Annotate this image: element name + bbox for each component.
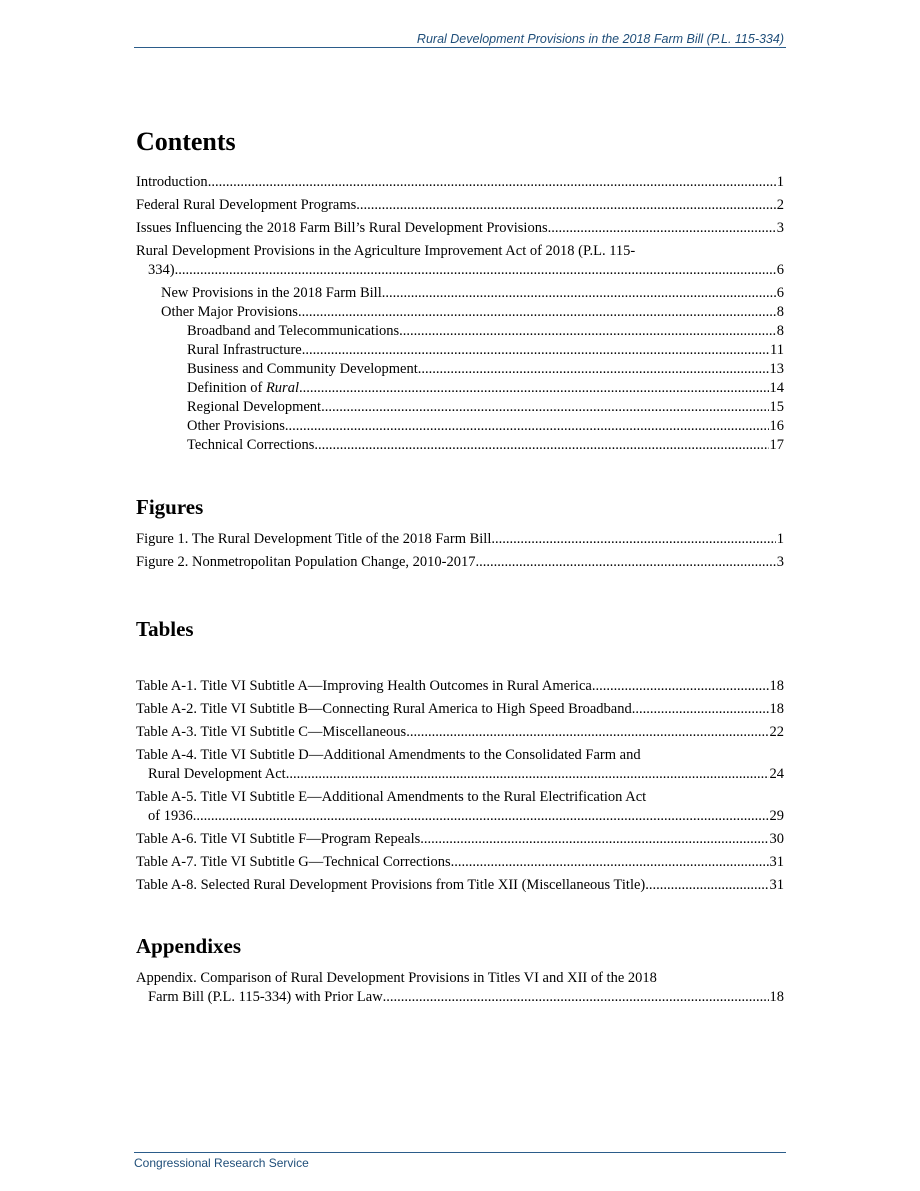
contents-heading: Contents: [136, 127, 236, 156]
toc-entry-title-prefix: Definition of: [187, 380, 266, 396]
toc-entry-title: Introduction: [136, 174, 208, 190]
toc-entry-definition-rural[interactable]: [136, 379, 784, 398]
footer-publisher: Congressional Research Service: [134, 1156, 309, 1170]
toc-page-number: 14: [769, 380, 784, 396]
toc-entry-title: Rural Infrastructure: [187, 342, 302, 358]
dot-leader: [476, 553, 776, 572]
toc-page-number: 24: [769, 766, 784, 782]
toc-page-number: 8: [776, 304, 784, 320]
running-title: Rural Development Provisions in the 2018 Farm Bill (P.L. 115-334): [416, 32, 784, 46]
toc-entry-title: Figure 2. Nonmetropolitan Population Change, 2010-2017: [136, 554, 476, 570]
dot-leader: [321, 398, 768, 417]
toc-entry-title: Federal Rural Development Programs: [136, 197, 357, 213]
toc-page-number: 6: [776, 285, 784, 301]
toc-entry-title: Table A-6. Title VI Subtitle F—Program Repeals: [136, 831, 421, 847]
tables-list: [136, 677, 784, 895]
dot-leader: [314, 436, 768, 455]
figure-entry[interactable]: [136, 530, 784, 549]
toc-page-number: 17: [769, 437, 784, 453]
toc-page-number: 3: [776, 554, 784, 570]
toc-page-number: 3: [776, 220, 784, 236]
dot-leader: [382, 284, 776, 303]
dot-leader: [302, 341, 769, 360]
toc-entry-broadband[interactable]: [136, 322, 784, 341]
dot-leader: [383, 988, 769, 1007]
toc-entry-federal-programs[interactable]: [136, 196, 784, 215]
dot-leader: [418, 360, 769, 379]
table-of-contents: [136, 124, 784, 1007]
toc-page-number: 13: [769, 361, 784, 377]
toc-entry-provisions-act[interactable]: [136, 242, 784, 280]
dot-leader: [299, 379, 769, 398]
toc-entry-title: Table A-7. Title VI Subtitle G—Technical Corrections: [136, 854, 451, 870]
toc-page-number: 18: [769, 678, 784, 694]
appendixes-list: [136, 969, 784, 1007]
toc-entry-other-major[interactable]: [136, 303, 784, 322]
toc-entry-regional[interactable]: [136, 398, 784, 417]
toc-entry-title-line2: of 1936: [148, 808, 193, 824]
toc-entry-introduction[interactable]: [136, 173, 784, 192]
dot-leader: [356, 196, 775, 215]
dot-leader: [285, 417, 769, 436]
table-entry[interactable]: [136, 788, 784, 826]
toc-entry-title: Table A-3. Title VI Subtitle C—Miscellaneous: [136, 724, 407, 740]
dot-leader: [175, 261, 776, 280]
toc-entry-title: New Provisions in the 2018 Farm Bill: [161, 285, 382, 301]
dot-leader: [399, 322, 776, 341]
toc-entry-infrastructure[interactable]: [136, 341, 784, 360]
toc-page-number: 30: [769, 831, 784, 847]
toc-page-number: 8: [776, 323, 784, 339]
table-entry[interactable]: [136, 853, 784, 872]
appendix-entry[interactable]: [136, 969, 784, 1007]
figures-heading: Figures: [136, 495, 204, 519]
toc-page-number: 31: [769, 877, 784, 893]
figure-entry[interactable]: [136, 553, 784, 572]
toc-entry-title: Table A-1. Title VI Subtitle A—Improving Health Outcomes in Rural America: [136, 678, 592, 694]
dot-leader: [420, 830, 768, 849]
toc-entry-title: [187, 379, 299, 398]
toc-page-number: 11: [770, 342, 784, 358]
toc-entry-title: Table A-8. Selected Rural Development Provisions from Title XII (Miscellaneous Title): [136, 877, 646, 893]
toc-entry-title-line1: Table A-5. Title VI Subtitle E—Additional Amendments to the Rural Electrification Act: [136, 789, 647, 805]
toc-entry-technical[interactable]: [136, 436, 784, 455]
toc-page-number: 29: [769, 808, 784, 824]
dot-leader: [298, 303, 776, 322]
toc-entry-new-provisions[interactable]: [136, 284, 784, 303]
toc-entry-title: Figure 1. The Rural Development Title of the 2018 Farm Bill: [136, 531, 492, 547]
toc-page-number: 18: [769, 989, 784, 1005]
dot-leader: [548, 219, 776, 238]
toc-entry-title-line2: Rural Development Act: [148, 766, 286, 782]
dot-leader: [645, 876, 768, 895]
toc-entry-title: Other Provisions: [187, 418, 285, 434]
dot-leader: [632, 700, 769, 719]
dot-leader: [208, 173, 776, 192]
toc-page-number: 15: [769, 399, 784, 415]
toc-page-number: 2: [776, 197, 784, 213]
toc-page-number: 22: [769, 724, 784, 740]
toc-entry-title: Regional Development: [187, 399, 322, 415]
toc-entry-title: Table A-2. Title VI Subtitle B—Connecting Rural America to High Speed Broadband: [136, 701, 632, 717]
dot-leader: [491, 530, 775, 549]
toc-entry-issues[interactable]: [136, 219, 784, 238]
toc-entry-title: Broadband and Telecommunications: [187, 323, 400, 339]
contents-list: [136, 173, 784, 455]
dot-leader: [193, 807, 769, 826]
toc-page-number: 31: [769, 854, 784, 870]
toc-page-number: 6: [776, 262, 784, 278]
toc-entry-title-line2: 334): [148, 262, 175, 278]
toc-entry-title-line2: Farm Bill (P.L. 115-334) with Prior Law: [148, 989, 383, 1005]
toc-entry-business[interactable]: [136, 360, 784, 379]
table-entry[interactable]: [136, 700, 784, 719]
toc-entry-title-line1: Table A-4. Title VI Subtitle D—Additional Amendments to the Consolidated Farm and: [136, 747, 641, 763]
toc-entry-title: Other Major Provisions: [161, 304, 298, 320]
dot-leader: [451, 853, 769, 872]
toc-entry-title-line1: Rural Development Provisions in the Agriculture Improvement Act of 2018 (P.L. 115-: [136, 243, 636, 259]
toc-entry-title-line1: Appendix. Comparison of Rural Development Provisions in Titles VI and XII of the 2018: [136, 970, 657, 986]
dot-leader: [592, 677, 769, 696]
tables-heading: Tables: [136, 617, 194, 641]
toc-entry-title: Business and Community Development: [187, 361, 418, 377]
dot-leader: [286, 765, 769, 784]
toc-entry-title: Issues Influencing the 2018 Farm Bill’s Rural Development Provisions: [136, 220, 548, 236]
toc-page-number: 1: [776, 174, 784, 190]
page-footer: [134, 1152, 786, 1170]
dot-leader: [406, 723, 768, 742]
page-header: [134, 31, 786, 48]
toc-entry-other-provisions[interactable]: [136, 417, 784, 436]
table-entry[interactable]: [136, 876, 784, 895]
appendixes-heading: Appendixes: [136, 934, 242, 958]
toc-entry-title-italic: Rural: [265, 380, 299, 396]
table-entry[interactable]: [136, 746, 784, 784]
figures-list: [136, 530, 784, 572]
toc-entry-title: Technical Corrections: [187, 437, 315, 453]
table-entry[interactable]: [136, 677, 784, 696]
table-entry[interactable]: [136, 830, 784, 849]
table-entry[interactable]: [136, 723, 784, 742]
toc-page-number: 1: [776, 531, 784, 547]
toc-page-number: 18: [769, 701, 784, 717]
toc-page-number: 16: [769, 418, 784, 434]
